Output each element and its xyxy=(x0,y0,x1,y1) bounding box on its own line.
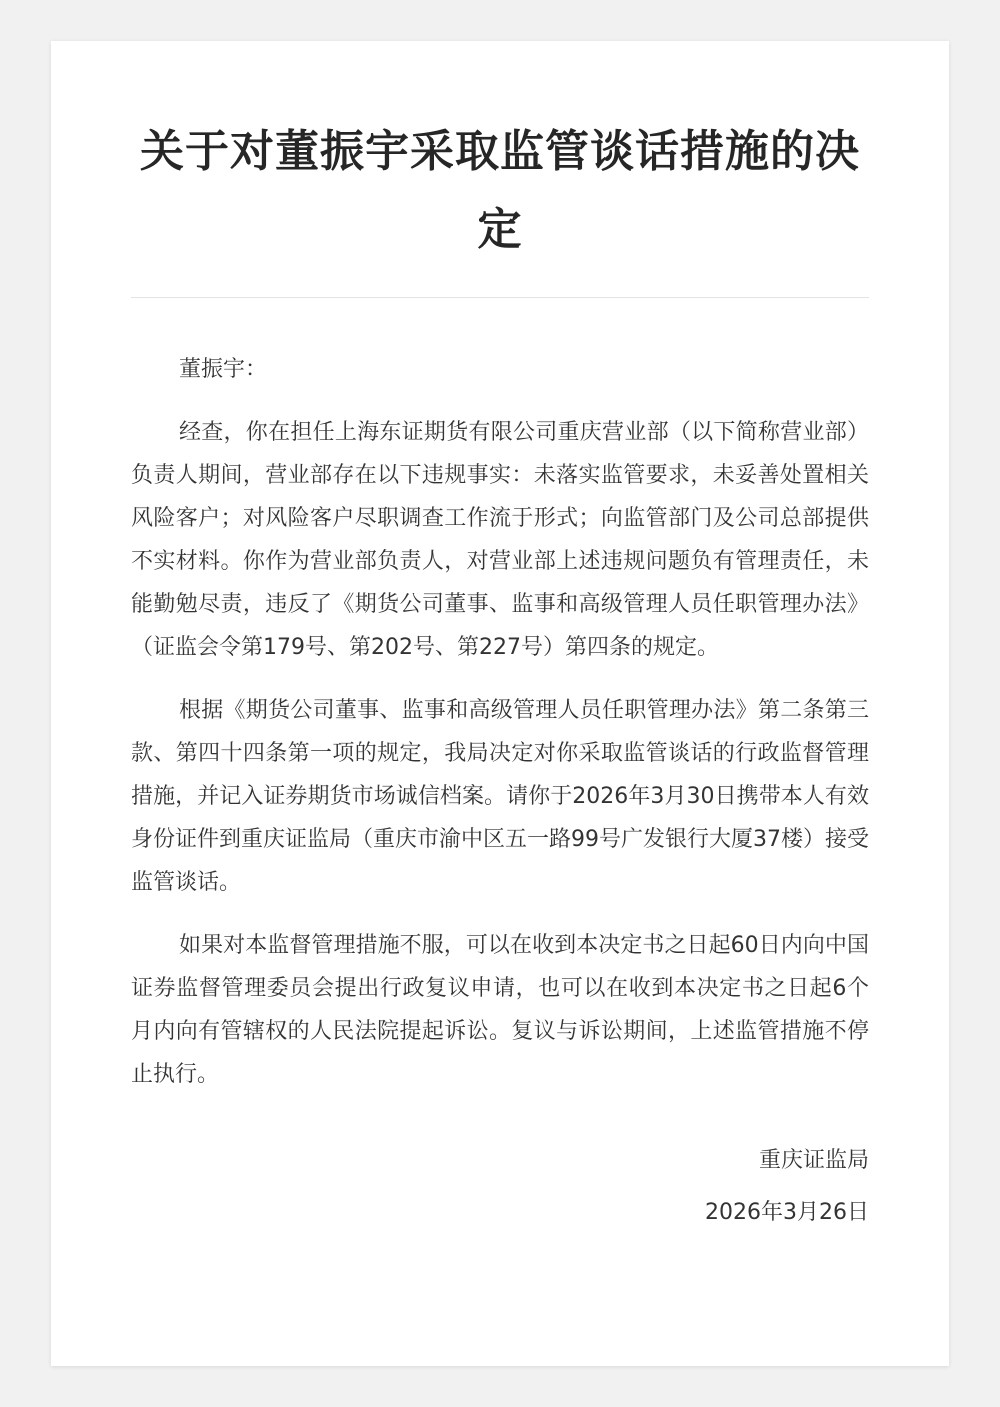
issue-date: 2026年3月26日 xyxy=(705,1200,869,1225)
document-title: 关于对董振宇采取监管谈话措施的决定 xyxy=(140,126,860,255)
document-paper xyxy=(51,41,949,1366)
paragraph-appeal-rights: 如果对本监督管理措施不服，可以在收到本决定书之日起60日内向中国证券监督管理委员会提出行政复议申请，也可以在收到本决定书之日起6个月内向有管辖权的人民法院提起诉讼。复议与诉讼期间，上述监管措施不停止执行。 xyxy=(131,933,869,1087)
issuer-signature: 重庆证监局 xyxy=(758,1148,869,1173)
document-body xyxy=(131,348,869,1096)
title-divider xyxy=(131,297,869,298)
paragraph-findings: 经查，你在担任上海东证期货有限公司重庆营业部（以下简称营业部）负责人期间，营业部存在以下违规事实：未落实监管要求，未妥善处置相关风险客户；对风险客户尽职调查工作流于形式；向监管部门及公司总部提供不实材料。你作为营业部负责人，对营业部上述违规问题负有管理责任，未能勤勉尽责，违反了《期货公司董事、监事和高级管理人员任职管理办法》（证监会令第179号、第202号、第227号）第四条的规定。 xyxy=(131,420,869,660)
paragraph-decision: 根据《期货公司董事、监事和高级管理人员任职管理办法》第二条第三款、第四十四条第一项的规定，我局决定对你采取监管谈话的行政监督管理措施，并记入证券期货市场诚信档案。请你于2026年3月30日携带本人有效身份证件到重庆证监局（重庆市渝中区五一路99号广发银行大厦37楼）接受监管谈话。 xyxy=(131,698,869,895)
greeting-line: 董振宇： xyxy=(179,357,268,382)
